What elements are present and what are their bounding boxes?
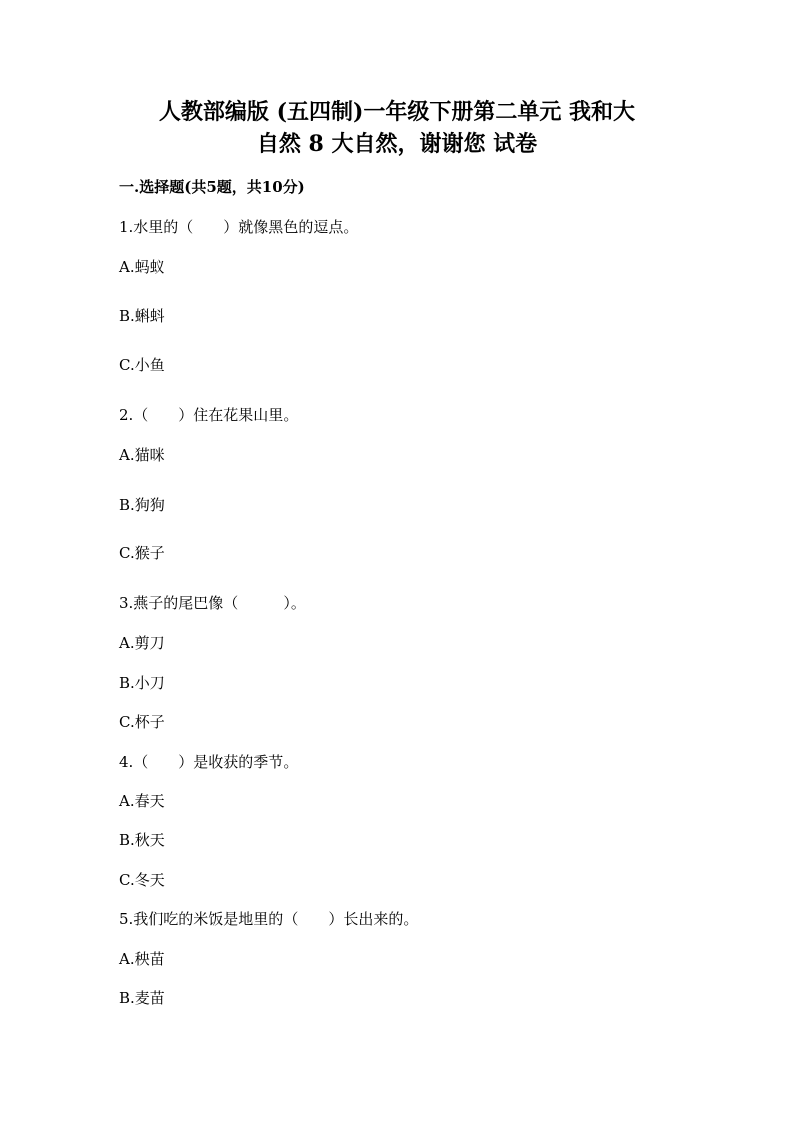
question-3-option-a: A.剪刀 (119, 634, 165, 652)
question-5-option-b: B.麦苗 (119, 989, 165, 1007)
question-3-option-c: C.杯子 (119, 713, 165, 731)
question-5-option-a: A.秧苗 (119, 950, 165, 968)
question-2-option-b: B.狗狗 (119, 496, 165, 514)
question-1-option-c: C.小鱼 (119, 356, 165, 374)
question-4-stem: 4.（ ）是收获的季节。 (119, 753, 299, 771)
question-1-stem: 1.水里的（ ）就像黑色的逗点。 (119, 218, 359, 236)
document-title-line-2: 自然 8 大自然，谢谢您 试卷 (256, 131, 538, 157)
section-heading: 一.选择题(共5题，共10分) (119, 178, 305, 196)
question-1-option-a: A.蚂蚁 (119, 258, 165, 276)
question-5-stem: 5.我们吃的米饭是地里的（ ）长出来的。 (119, 910, 419, 928)
question-2-option-c: C.猴子 (119, 544, 165, 562)
question-4-option-a: A.春天 (119, 792, 165, 810)
question-3-stem: 3.燕子的尾巴像（ ）。 (119, 594, 306, 612)
document-title-line-1: 人教部编版 (五四制)一年级下册第二单元 我和大 (158, 99, 636, 125)
question-4-option-b: B.秋天 (119, 831, 165, 849)
question-2-stem: 2.（ ）住在花果山里。 (119, 406, 299, 424)
question-2-option-a: A.猫咪 (119, 446, 165, 464)
question-4-option-c: C.冬天 (119, 871, 165, 889)
question-3-option-b: B.小刀 (119, 674, 165, 692)
question-1-option-b: B.蝌蚪 (119, 307, 165, 325)
